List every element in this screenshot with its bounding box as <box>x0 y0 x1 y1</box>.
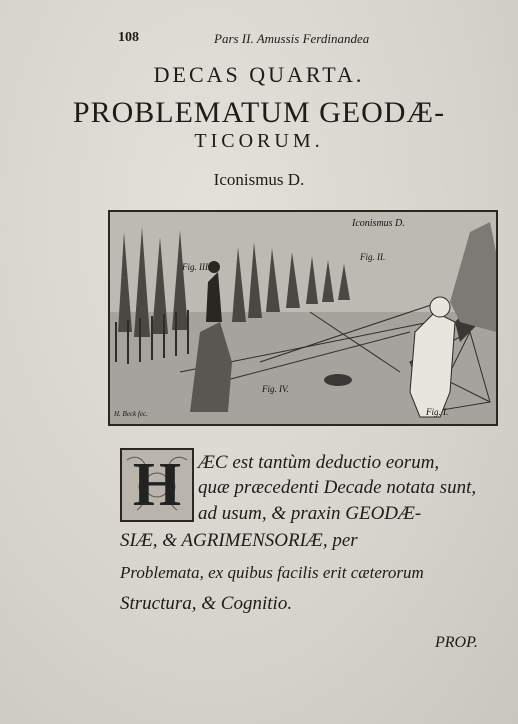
body-line-6: Structura, & Cognitio. <box>120 593 293 614</box>
problem-title-line1: PROBLEMATUM GEODÆ- <box>72 96 446 129</box>
plate-label-fig2: Fig. II. <box>360 252 386 262</box>
running-title: Pars II. Amussis Ferdinandea <box>214 31 370 46</box>
body-line-4: SIÆ, & AGRIMENSORIÆ, per <box>120 530 358 551</box>
engraving-plate <box>108 210 498 426</box>
body-line-1: ÆC est tantùm deductio eorum, <box>198 452 440 473</box>
plate-label-fig3: Fig. III. <box>182 262 211 272</box>
body-line-2: quæ præcedenti Decade notata sunt, <box>198 477 477 498</box>
catchword: PROP. <box>435 634 478 651</box>
plate-title: Iconismus D. <box>352 218 405 229</box>
initial-letter: H <box>132 451 182 519</box>
engraving-illustration <box>110 212 496 424</box>
plate-label-fig1: Fig. I. <box>426 407 449 417</box>
engraver-signature: H. Beck fec. <box>114 410 148 418</box>
figure-caption: Iconismus D. <box>213 170 305 189</box>
plate-label-fig4: Fig. IV. <box>262 384 289 394</box>
page-number: 108 <box>118 30 139 45</box>
decorated-initial <box>120 448 194 522</box>
body-line-5: Problemata, ex quibus facilis erit cæterorum <box>120 563 424 582</box>
problem-title-line2: TICORUM. <box>194 130 324 152</box>
running-head <box>118 30 408 50</box>
body-line-3: ad usum, & praxin GEODÆ- <box>198 503 422 524</box>
section-title: DECAS QUARTA. <box>153 62 365 87</box>
